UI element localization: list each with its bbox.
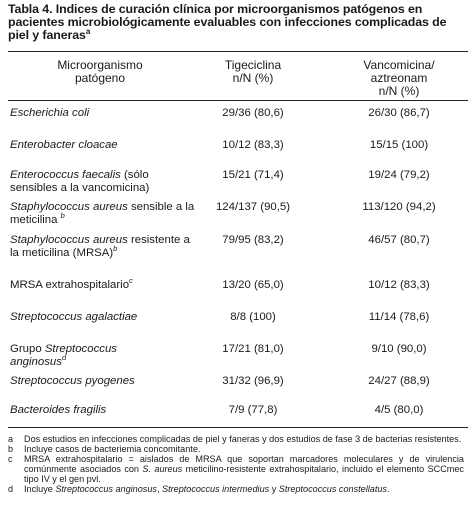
table-row-organism: Grupo Streptococcus anginosus$^d$ (10, 343, 118, 368)
header-rule (8, 100, 468, 101)
table-title-prefix: Tabla 4. (8, 2, 53, 16)
table-row-tigecycline: 7/9 (77,8) (228, 404, 278, 416)
table-row-tigecycline: 31/32 (96,9) (222, 375, 284, 387)
header-vancomycin-line3: n/N (%) (378, 84, 420, 98)
table-title-mark: a (85, 26, 91, 36)
table-row-tigecycline: 29/36 (80,6) (222, 107, 284, 119)
table-row-organism: Staphylococcus aureus resistente a la meticilina (MRSA)$^b$ (10, 234, 190, 259)
table-row-tigecycline: 124/137 (90,5) (215, 201, 291, 213)
table-row-vancomycin: 26/30 (86,7) (368, 107, 430, 119)
footnote: d Incluye Streptococcus anginosus, Streptococcus intermedius y Streptococcus constellatus. (8, 483, 390, 494)
top-rule (8, 51, 468, 52)
table-row-tigecycline: 17/21 (81,0) (222, 343, 284, 355)
table-row-vancomycin: 4/5 (80,0) (374, 404, 424, 416)
table-row-tigecycline: 15/21 (71,4) (222, 169, 284, 181)
header-vancomycin (336, 59, 462, 98)
footnote: a Dos estudios en infecciones complicadas de piel y faneras y dos estudios de fase 3 de bacterias resistentes. (8, 434, 462, 444)
table-row-tigecycline: 79/95 (83,2) (222, 234, 284, 246)
table-row-vancomycin: 9/10 (90,0) (371, 343, 427, 355)
header-tigecycline (196, 59, 310, 85)
footnote: b Incluye casos de bacteriemia concomitante. (8, 443, 201, 454)
header-tigecycline-line1: Tigeciclina (224, 58, 282, 72)
table-row-vancomycin: 15/15 (100) (369, 139, 429, 151)
table-row-tigecycline: 8/8 (100) (230, 311, 276, 323)
table-row-organism: Staphylococcus aureus sensible a la meticilina $^b$ (10, 201, 195, 226)
footnotes (8, 435, 464, 494)
header-tigecycline-line2: n/N (%) (232, 71, 274, 85)
table-row-vancomycin: 46/57 (80,7) (368, 234, 430, 246)
table-row-organism: Escherichia coli (10, 107, 90, 119)
table-row-vancomycin: 24/27 (88,9) (368, 375, 430, 387)
table-row-organism: Bacteroides fragilis (10, 404, 107, 416)
table-title (8, 3, 468, 42)
table-row-organism: Streptococcus pyogenes (10, 375, 135, 387)
table-row-vancomycin: 113/120 (94,2) (362, 201, 436, 213)
table-row-organism: Enterobacter cloacae (10, 139, 118, 151)
footnote: c MRSA extrahospitalario = aislados de MRSA que soportan marcadores moleculares y de virulencia comúnmente asociados con S. aureus meticilino-resistente extrahospitalario, incluido el elemento SCCmec tipo IV y el gen pvl. (8, 453, 464, 484)
table-row-tigecycline: 10/12 (83,3) (222, 139, 284, 151)
header-organism-line1: Microorganismo (57, 58, 143, 72)
header-vancomycin-line2: aztreonam (370, 71, 428, 85)
bottom-rule (8, 427, 468, 428)
table-row-vancomycin: 19/24 (79,2) (368, 169, 430, 181)
table-title-text: Indices de curación clínica por microorganismos patógenos en pacientes microbiológicamente evaluables con infecciones complicadas de piel y faneras (8, 2, 447, 42)
header-vancomycin-line1: Vancomicina/ (363, 58, 435, 72)
table-row-vancomycin: 10/12 (83,3) (368, 279, 430, 291)
table-row-organism: Enterococcus faecalis (sólo sensibles a la vancomicina) (10, 169, 150, 194)
table-row-organism: Streptococcus agalactiae (10, 311, 138, 323)
table-row-organism: MRSA extrahospitalario$^c$ (10, 276, 133, 291)
header-organism-line2: patógeno (74, 71, 126, 85)
table-row-vancomycin: 11/14 (78,6) (368, 311, 430, 323)
header-organism (10, 59, 190, 85)
table-row-tigecycline: 13/20 (65,0) (222, 279, 284, 291)
